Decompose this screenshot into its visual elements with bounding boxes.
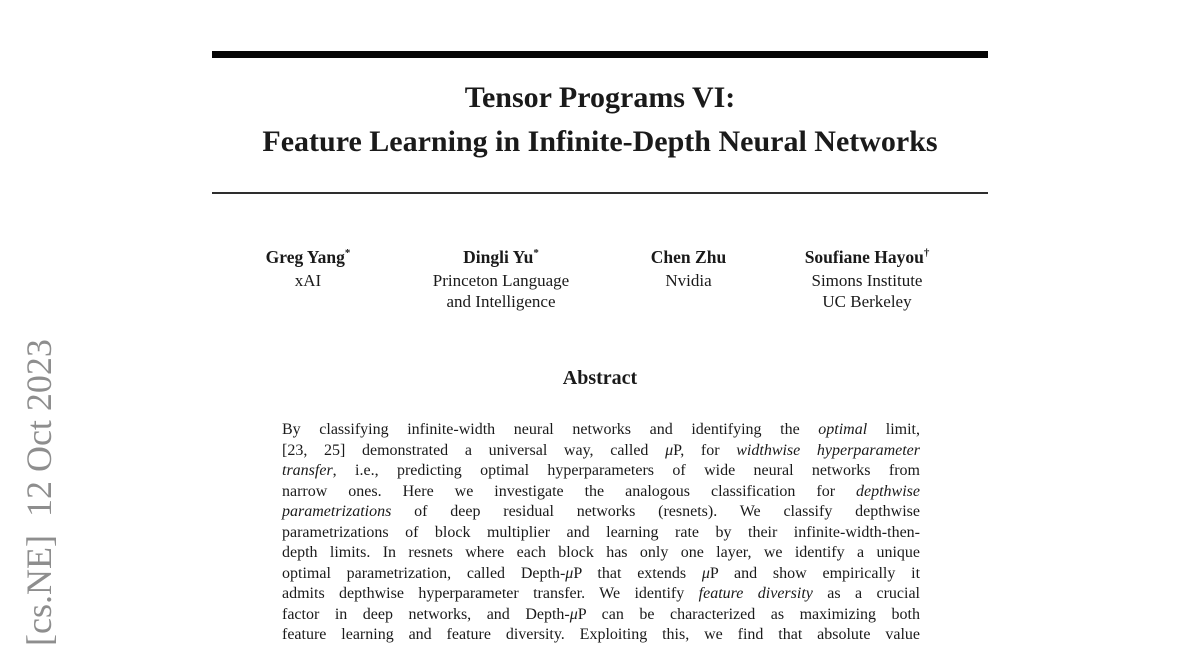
title-rule (212, 192, 988, 194)
abstract-text: By classifying infinite-width neural networks and identifying the (282, 421, 819, 438)
abstract-line (282, 461, 920, 482)
authors-row (212, 247, 988, 313)
abstract-italic-text: parametrizations (282, 503, 392, 520)
abstract-italic-text: optimal (818, 421, 868, 438)
abstract-text: depth limits. In resnets where each block has only one layer, we identify a unique (282, 544, 920, 561)
abstract-line (282, 625, 920, 646)
abstract-line (282, 420, 920, 441)
abstract-italic-text: μ (665, 441, 674, 459)
author-affiliation: xAI (294, 270, 322, 290)
author-name: Soufiane Hayou† (804, 247, 930, 267)
abstract-italic-text: transfer (282, 462, 333, 479)
top-rule (212, 51, 988, 58)
abstract-line (282, 605, 920, 626)
author-block (779, 247, 955, 313)
author-footnote-mark: † (923, 247, 930, 260)
abstract-italic-text: μ (565, 564, 574, 582)
abstract-text: , i.e., predicting optimal hyperparameters of wide neural networks from (332, 462, 920, 479)
author-affiliation: Princeton Language (432, 270, 570, 290)
author-footnote-mark: * (533, 247, 539, 260)
author-name: Chen Zhu (650, 247, 727, 267)
abstract-text: P and show empirically it (709, 564, 921, 582)
abstract-italic-text: feature diversity (698, 585, 813, 602)
abstract-text: P can be characterized as maximizing both (577, 605, 921, 623)
author-affiliation: Simons Institute (811, 270, 923, 290)
abstract-text: of deep residual networks (resnets). We classify depthwise (391, 503, 920, 520)
abstract-body (282, 420, 920, 646)
abstract-text: admits depthwise hyperparameter transfer. We identify (282, 585, 699, 602)
author-name: Dingli Yu* (463, 247, 539, 267)
abstract-italic-text: widthwise hyperparameter (736, 441, 921, 459)
abstract-italic-text: depthwise (856, 482, 920, 500)
author-footnote-mark: * (344, 247, 351, 260)
abstract-text: narrow ones. Here we investigate the analogous classification for (282, 482, 856, 500)
abstract-italic-text: μ (701, 564, 710, 582)
abstract-line (282, 523, 920, 544)
author-affiliation: Nvidia (665, 270, 712, 290)
author-block (598, 247, 779, 313)
abstract-line (282, 543, 920, 564)
abstract-line (282, 441, 920, 462)
abstract-italic-text: μ (569, 605, 578, 623)
abstract-text: P that extends (573, 564, 702, 582)
abstract-text: [23, 25] demonstrated a universal way, called (282, 441, 666, 459)
abstract-heading: Abstract (562, 367, 638, 389)
abstract-line (282, 564, 920, 585)
abstract-line (282, 502, 920, 523)
abstract-line (282, 584, 920, 605)
abstract-text: as a crucial (812, 585, 921, 602)
abstract-text: P, for (673, 441, 737, 459)
abstract-text: feature learning and feature diversity. Exploiting this, we find that absolute value (282, 626, 920, 643)
paper-title (212, 76, 988, 164)
paper-title-line2: Feature Learning in Infinite-Depth Neural Networks (262, 125, 938, 158)
author-block (404, 247, 598, 313)
author-affiliation: and Intelligence (446, 292, 556, 311)
author-name: Greg Yang* (265, 247, 351, 267)
abstract-text: optimal parametrization, called Depth- (282, 564, 566, 582)
paper-title-line1: Tensor Programs VI: (464, 81, 736, 114)
arxiv-watermark: [cs.NE] 12 Oct 2023 (19, 339, 59, 646)
abstract-text: limit, (867, 421, 920, 438)
abstract-text: parametrizations of block multiplier and learning rate by their infinite-width-then- (282, 523, 920, 541)
author-block (212, 247, 404, 313)
abstract-text: factor in deep networks, and Depth- (282, 605, 570, 623)
author-affiliation: UC Berkeley (822, 292, 912, 311)
abstract-line (282, 482, 920, 503)
